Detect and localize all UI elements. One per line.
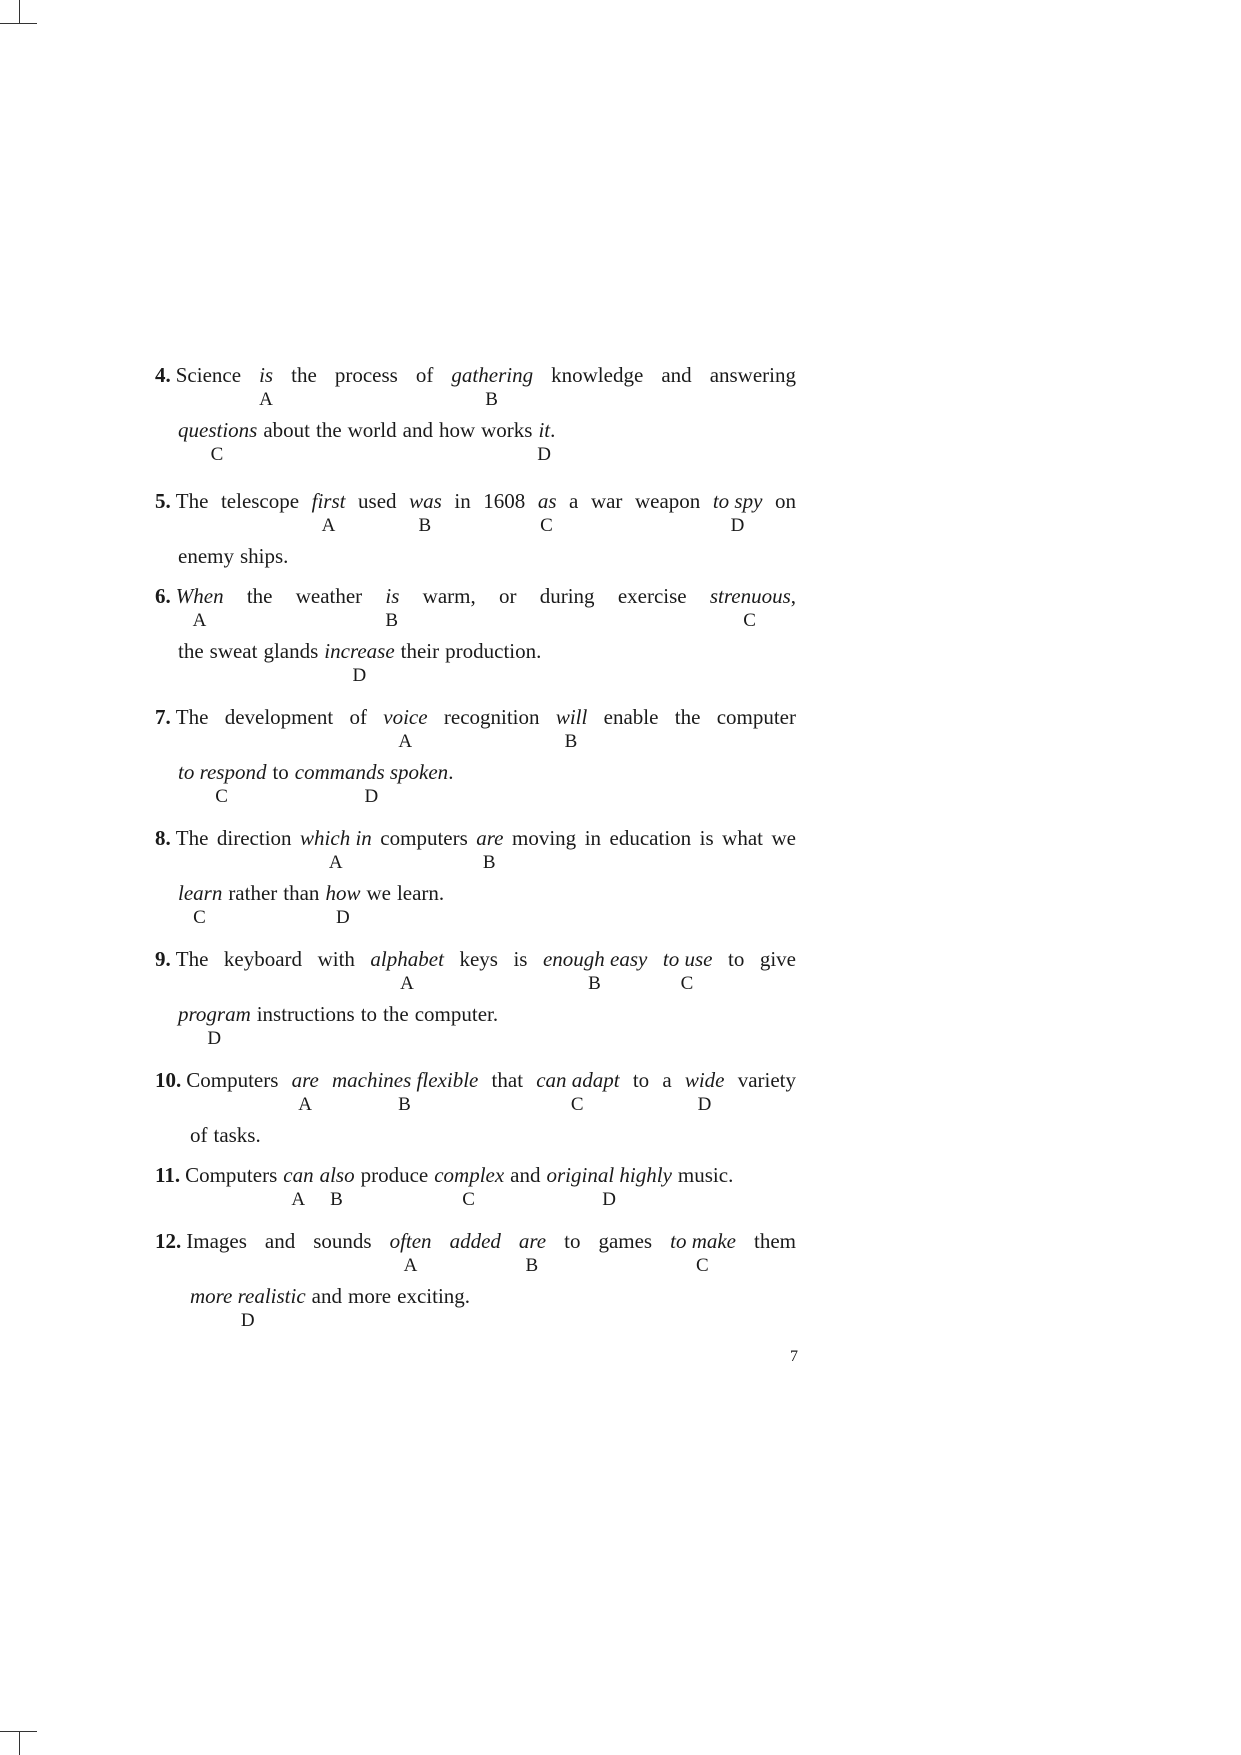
marked-phrase: also [319, 1163, 355, 1187]
marked-phrase: it [538, 418, 551, 442]
sentence-word: Computers [185, 1163, 278, 1187]
marked-phrase: is [385, 584, 400, 608]
marked-phrase: more realistic [190, 1284, 306, 1308]
option-label-d: D [537, 444, 552, 465]
sentence-word: instructions [256, 1002, 355, 1026]
question-line [0, 358, 806, 392]
sentence-word: The [175, 705, 209, 729]
question-number: 12. [155, 1229, 182, 1253]
question-number: 8. [155, 826, 171, 850]
sentence-word: weapon [634, 489, 701, 513]
option-label-c: C [743, 610, 756, 631]
sentence-word: we [771, 826, 796, 850]
marked-phrase: to make [670, 1229, 737, 1253]
option-label-b: B [482, 852, 496, 873]
sentence-word: and [510, 1163, 541, 1187]
sentence-word: their [400, 639, 440, 663]
option-label-c: C [462, 1189, 475, 1210]
sentence-word: to [360, 1002, 378, 1026]
sentence-word: we [366, 881, 391, 905]
sentence-word: world [347, 418, 397, 442]
option-label-c: C [210, 444, 224, 465]
question-line [0, 1158, 806, 1192]
marked-phrase: first [311, 489, 346, 513]
sentence-word: Images [186, 1229, 247, 1253]
sentence-word: direction [216, 826, 292, 850]
marked-phrase: questions [178, 418, 258, 442]
option-label-b: B [525, 1255, 539, 1276]
sentence-word: war [590, 489, 623, 513]
sentence-word: exciting. [397, 1284, 471, 1308]
question-number: 6. [155, 584, 171, 608]
sentence-word: about [263, 418, 310, 442]
sentence-word: that [491, 1068, 524, 1092]
marked-phrase: can [283, 1163, 314, 1187]
option-label-b: B [588, 973, 601, 994]
marked-phrase: are [291, 1068, 319, 1092]
sentence-word: weather [295, 584, 363, 608]
marked-phrase: original highly [546, 1163, 672, 1187]
marked-phrase: are [518, 1229, 547, 1253]
question-line [0, 539, 806, 573]
sentence-word: knowledge [551, 363, 644, 387]
marked-phrase: alphabet [370, 947, 444, 971]
marked-phrase: complex [434, 1163, 505, 1187]
marked-phrase: strenuous [709, 584, 791, 608]
option-label-d: D [352, 665, 367, 686]
sentence-word: enemy [178, 544, 234, 568]
question-number: 10. [155, 1068, 182, 1092]
option-label-c: C [215, 786, 228, 807]
sentence-word: variety [737, 1068, 796, 1092]
option-label-b: B [564, 731, 578, 752]
sentence-word: produce [360, 1163, 429, 1187]
sentence-word: the [383, 1002, 409, 1026]
option-label-d: D [697, 1094, 712, 1115]
sentence-word: and [661, 363, 692, 387]
marked-phrase: machines flexible [331, 1068, 479, 1092]
sentence-word: learn. [396, 881, 445, 905]
marked-phrase: often [389, 1229, 432, 1253]
option-label-a: A [291, 1189, 306, 1210]
marked-phrase: wide [684, 1068, 725, 1092]
question-line [0, 1279, 806, 1313]
sentence-word: . [448, 760, 454, 784]
question-line [0, 634, 806, 668]
option-label-c: C [540, 515, 553, 536]
crop-mark-bottom-vertical [19, 1731, 20, 1755]
option-label-d: D [602, 1189, 616, 1210]
sentence-word: computer. [414, 1002, 499, 1026]
question-line [0, 755, 806, 789]
crop-mark-bottom-horizontal [0, 1731, 37, 1732]
option-label-b: B [418, 515, 432, 536]
marked-phrase: to use [662, 947, 713, 971]
marked-phrase: can adapt [536, 1068, 620, 1092]
option-label-d: D [364, 786, 379, 807]
sentence-word: to [272, 760, 289, 784]
marked-phrase: to spy [712, 489, 763, 513]
sentence-word: works [481, 418, 533, 442]
question-line [0, 700, 806, 734]
question-line [0, 821, 806, 855]
sentence-word: rather [228, 881, 278, 905]
sentence-word: recognition [443, 705, 540, 729]
sentence-word: answering [709, 363, 796, 387]
sentence-word: Computers [186, 1068, 279, 1092]
sentence-word: moving [512, 826, 577, 850]
marked-phrase: as [537, 489, 557, 513]
crop-mark-top-vertical [19, 0, 20, 24]
sentence-word: The [175, 489, 209, 513]
marked-phrase: which in [300, 826, 372, 850]
marked-phrase: gathering [451, 363, 534, 387]
sentence-word: on [775, 489, 796, 513]
option-label-c: C [570, 1094, 584, 1115]
sentence-word: with [317, 947, 355, 971]
option-label-a: A [298, 1094, 312, 1115]
question-line [0, 413, 806, 447]
sentence-word: development [224, 705, 334, 729]
sentence-word: used [358, 489, 397, 513]
marked-phrase: commands spoken [294, 760, 449, 784]
sentence-word: , [790, 584, 796, 608]
option-label-a: A [259, 389, 273, 410]
sentence-word: Science [175, 363, 242, 387]
option-label-b: B [485, 389, 498, 410]
option-label-c: C [696, 1255, 709, 1276]
sentence-word: in [454, 489, 471, 513]
option-label-d: D [207, 1028, 222, 1049]
option-label-d: D [335, 907, 350, 928]
marked-phrase: is [259, 363, 274, 387]
sentence-word: is [699, 826, 714, 850]
marked-phrase: added [449, 1229, 501, 1253]
sentence-word: warm, [422, 584, 476, 608]
question-line [0, 1118, 806, 1152]
sentence-word: The [175, 826, 209, 850]
marked-phrase: to respond [178, 760, 267, 784]
sentence-word: games [598, 1229, 653, 1253]
question-line [0, 1224, 806, 1258]
sentence-word: . [550, 418, 556, 442]
sentence-word: in [584, 826, 602, 850]
sentence-word: of [349, 705, 367, 729]
sentence-word: or [499, 584, 517, 608]
sentence-word: education [609, 826, 692, 850]
sentence-word: during [539, 584, 595, 608]
sentence-word: glands [263, 639, 319, 663]
sentence-word: The [175, 947, 209, 971]
question-number: 4. [155, 363, 171, 387]
sentence-word: of [415, 363, 434, 387]
sentence-word: telescope [220, 489, 300, 513]
option-label-d: D [730, 515, 745, 536]
option-label-b: B [398, 1094, 411, 1115]
sentence-word: and [402, 418, 433, 442]
sentence-word: production. [445, 639, 542, 663]
marked-phrase: increase [324, 639, 395, 663]
sentence-word: exercise [617, 584, 687, 608]
question-number: 7. [155, 705, 171, 729]
marked-phrase: program [178, 1002, 251, 1026]
sentence-word: tasks. [213, 1123, 261, 1147]
sentence-word: more [347, 1284, 392, 1308]
option-label-a: A [192, 610, 207, 631]
sentence-word: than [283, 881, 320, 905]
question-line [0, 997, 806, 1031]
sentence-word: the [315, 418, 342, 442]
question-line [0, 579, 806, 613]
option-label-d: D [240, 1310, 255, 1331]
question-number: 9. [155, 947, 171, 971]
marked-phrase: learn [178, 881, 223, 905]
sentence-word: computer [716, 705, 796, 729]
sentence-word: sweat [209, 639, 258, 663]
sentence-word: the [246, 584, 273, 608]
sentence-word: a [662, 1068, 672, 1092]
sentence-word: what [722, 826, 763, 850]
question-number: 11. [155, 1163, 181, 1187]
option-label-a: A [321, 515, 336, 536]
option-label-a: A [328, 852, 343, 873]
marked-phrase: are [476, 826, 504, 850]
sentence-word: give [759, 947, 796, 971]
marked-phrase: voice [383, 705, 428, 729]
marked-phrase: When [175, 584, 224, 608]
sentence-word: and [311, 1284, 342, 1308]
crop-mark-top-horizontal [0, 23, 37, 24]
sentence-word: is [513, 947, 528, 971]
question-line [0, 1063, 806, 1097]
sentence-word: them [754, 1229, 796, 1253]
sentence-word: 1608 [483, 489, 526, 513]
question-line [0, 876, 806, 910]
option-label-c: C [680, 973, 694, 994]
sentence-word: enable [603, 705, 659, 729]
sentence-word: music. [677, 1163, 734, 1187]
page-number: 7 [790, 1348, 798, 1365]
sentence-word: sounds [313, 1229, 372, 1253]
marked-phrase: enough easy [542, 947, 648, 971]
question-line [0, 484, 806, 518]
sentence-word: to [632, 1068, 650, 1092]
option-label-a: A [403, 1255, 418, 1276]
sentence-word: keyboard [223, 947, 303, 971]
sentence-word: how [438, 418, 476, 442]
marked-phrase: how [325, 881, 361, 905]
option-label-a: A [400, 973, 414, 994]
sentence-word: of [190, 1123, 208, 1147]
option-label-a: A [398, 731, 413, 752]
sentence-word: the [674, 705, 701, 729]
sentence-word: the [178, 639, 204, 663]
option-label-c: C [193, 907, 206, 928]
sentence-word: computers [380, 826, 468, 850]
sentence-word: to [564, 1229, 581, 1253]
sentence-word: the [291, 363, 317, 387]
sentence-word: a [569, 489, 579, 513]
option-label-b: B [330, 1189, 343, 1210]
sentence-word: ships. [239, 544, 289, 568]
sentence-word: to [727, 947, 745, 971]
option-label-b: B [385, 610, 399, 631]
sentence-word: keys [459, 947, 498, 971]
sentence-word: process [334, 363, 398, 387]
question-number: 5. [155, 489, 171, 513]
question-line [0, 942, 806, 976]
marked-phrase: was [409, 489, 442, 513]
sentence-word: and [264, 1229, 296, 1253]
marked-phrase: will [555, 705, 588, 729]
